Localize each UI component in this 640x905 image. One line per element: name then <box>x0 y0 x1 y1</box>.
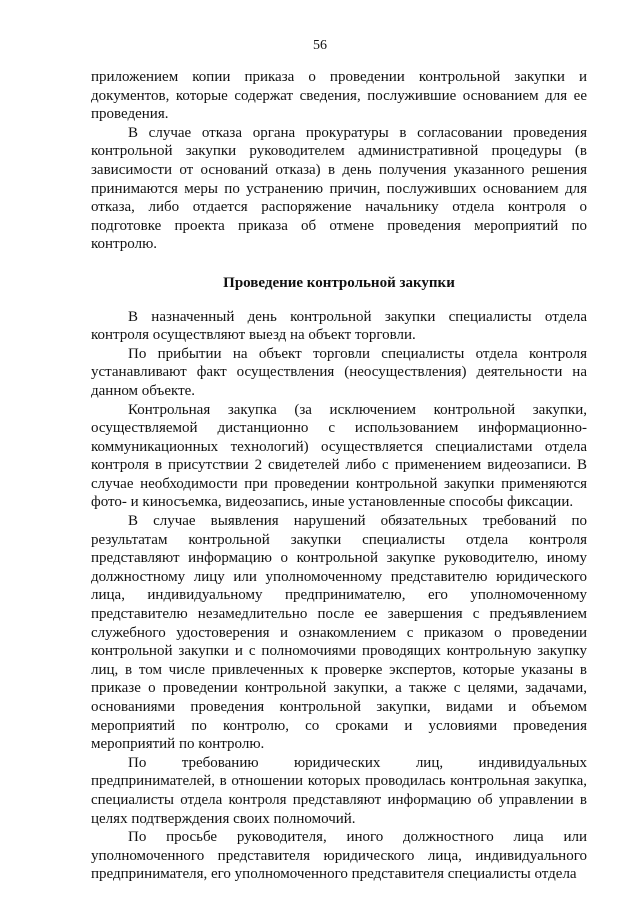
paragraph: По просьбе руководителя, иного должностного лица или уполномоченного представителя юридического лица, индивидуального предпринимателя, его уполномоченного представителя специалисты отдела <box>91 829 587 883</box>
section-heading: Проведение контрольной закупки <box>223 274 455 291</box>
paragraph: Контрольная закупка (за исключением контрольной закупки, осуществляемой дистанционно с использованием информационно-коммуникационных технологий) осуществляется специалистами отдела контроля в присутствии 2 свидетелей либо с применением видеозаписи. В случае необходимости при проведении контрольной закупки применяются фото- и киносъемка, видеозапись, иные установленные способы фиксации. <box>91 401 587 511</box>
page-number: 56 <box>313 38 327 53</box>
paragraph: В назначенный день контрольной закупки специалисты отдела контроля осуществляют выезд на объект торговли. <box>91 308 587 344</box>
paragraph: В случае выявления нарушений обязательных требований по результатам контрольной закупки специалисты отдела контроля представляют информацию о контрольной закупке руководителю, иному должностному лицу или уполномоченному представителю юридического лица, индивидуальному предпринимателю, его уполномоченному представителю незамедлительно после ее завершения с предъявлением служебного удостоверения и ознакомлением с приказом о проведении контрольной закупки и с полномочиями проводящих контрольную закупку лиц, в том числе привлеченных к проверке экспертов, которые указаны в приказе о проведении контрольной закупки, а также с целями, задачами, основаниями проведения контрольной закупки, видами и объемом мероприятий по контролю, со сроками и условиями проведения мероприятий по контролю. <box>91 513 587 753</box>
document-body <box>91 68 587 884</box>
paragraph: приложением копии приказа о проведении контрольной закупки и документов, которые содержат сведения, послужившие основанием для ее проведения. <box>91 69 587 123</box>
paragraph: По требованию юридических лиц, индивидуальных предпринимателей, в отношении которых проводилась контрольная закупка, специалисты отдела контроля представляют информацию об управлении в целях подтверждения своих полномочий. <box>91 754 587 827</box>
paragraph: В случае отказа органа прокуратуры в согласовании проведения контрольной закупки руководителем административной процедуры (в зависимости от оснований отказа) в день получения указанного решения принимаются меры по устранению причин, послуживших основанием для отказа, либо отдается распоряжение начальнику отдела контроля о подготовке проекта приказа об отмене проведения мероприятий по контролю. <box>91 124 587 253</box>
paragraph: По прибытии на объект торговли специалисты отдела контроля устанавливают факт осуществления (неосуществления) деятельности на данном объекте. <box>91 345 587 399</box>
